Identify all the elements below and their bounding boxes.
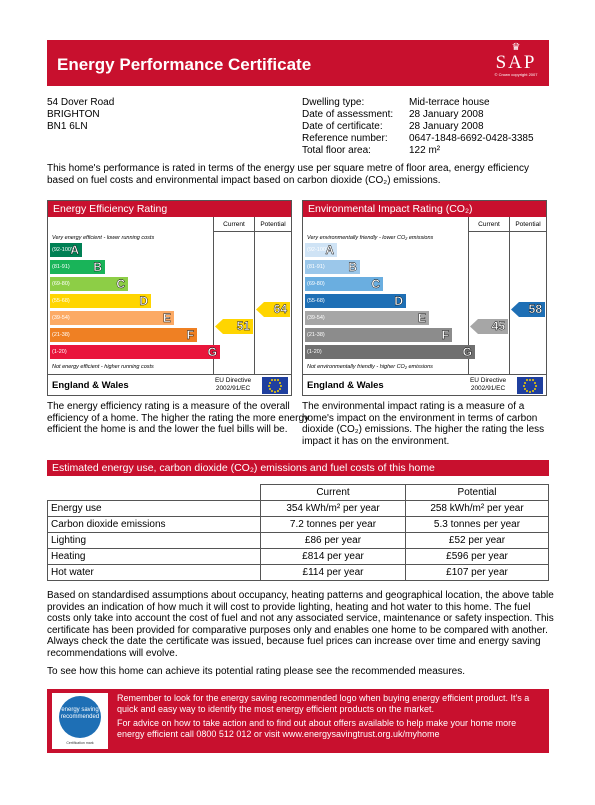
flag-star	[526, 379, 528, 381]
eu-directive: EU Directive 2002/91/EC	[214, 377, 252, 392]
scale-top-note: Very energy efficient - lower running costs	[52, 235, 155, 241]
band-letter: E	[162, 311, 171, 325]
dwelling-details	[302, 97, 534, 157]
flag-star	[523, 385, 525, 387]
column-divider	[254, 232, 255, 374]
flag-star	[524, 388, 526, 390]
certification-mark-caption: Certification mark	[66, 741, 94, 745]
scale-bottom-note: Not environmentally friendly - higher CO₂ emissions	[307, 364, 433, 370]
address-line: 54 Dover Road	[47, 97, 115, 108]
potential-rating-arrow	[256, 302, 290, 317]
flag-star	[271, 379, 273, 381]
potential-rating-value: 58	[528, 301, 542, 316]
empty-header-cell	[48, 485, 261, 501]
detail-value: 122 m²	[409, 145, 441, 156]
flag-star	[279, 382, 281, 384]
energy-saving-badge-icon: energy saving recommended	[59, 696, 101, 738]
flag-star	[529, 391, 531, 393]
potential-value: 5.3 tonnes per year	[406, 517, 549, 533]
property-address	[47, 97, 114, 133]
table-row	[48, 533, 549, 549]
current-value: 7.2 tonnes per year	[261, 517, 406, 533]
table-row	[48, 565, 549, 581]
detail-value: 0647-1848-6692-0428-3385	[409, 133, 534, 144]
potential-value: £52 per year	[406, 533, 549, 549]
band-letter: F	[186, 328, 194, 342]
environmental-impact-title: Environmental Impact Rating (CO₂)	[303, 201, 546, 217]
intro-text: This home's performance is rated in terms of the energy use per square metre of floor area, energy efficiency based on fuel costs and environmental impact based on carbon dioxide (CO₂) emissions.	[47, 163, 529, 186]
flag-star	[532, 379, 534, 381]
band-letter: C	[116, 277, 125, 291]
footer-text-logo: Remember to look for the energy saving recommended logo when buying energy efficient product. It's a quick and easy way to identify the most energy efficient products on the market.	[117, 693, 530, 714]
potential-column-header: Potential	[509, 217, 546, 232]
flag-star	[277, 379, 279, 381]
band-letter: D	[394, 294, 403, 308]
rating-band-f	[50, 328, 197, 342]
detail-label: Date of assessment:	[302, 109, 394, 120]
band-range: (92-100)	[52, 247, 73, 253]
potential-rating-value: 64	[273, 301, 287, 316]
detail-row	[302, 133, 534, 145]
table-header-row	[48, 485, 549, 501]
assumptions-paragraph: Based on standardised assumptions about occupancy, heating patterns and geographical location, the above table provides an indication of how much it will cost to provide lighting, heating and hot water to this home. The fuel costs only take into account the cost of fuel and not any associated service, maintenance or safety inspection. This certificate has been provided for comparative purposes only and enables one home to be compared with another. Always check the date the certificate was issued, because fuel prices can increase over time and energy saving recommendations will evolve.	[47, 590, 554, 659]
current-rating-arrow	[215, 319, 253, 334]
detail-label: Total floor area:	[302, 145, 371, 156]
flag-star	[532, 390, 534, 392]
energy-saving-logo	[52, 693, 108, 749]
rating-band-d	[305, 294, 406, 308]
flag-star	[524, 382, 526, 384]
efficiency-description: The energy efficiency rating is a measure of the overall efficiency of a home. The higher the rating the more energy efficient the home is and the lower the fuel bills will be.	[47, 401, 310, 435]
band-letter: B	[348, 260, 357, 274]
sap-logo-text: SAP	[495, 52, 537, 73]
eu-flag-icon	[517, 377, 543, 394]
band-range: (1-20)	[307, 349, 322, 355]
flag-star	[534, 388, 536, 390]
energy-efficiency-title: Energy Efficiency Rating	[48, 201, 291, 217]
flag-star	[534, 382, 536, 384]
environmental-description: The environmental impact rating is a measure of a home's impact on the environment in terms of carbon dioxide (CO₂) emissions. The higher the rating the less impact it has on the environment.	[302, 401, 545, 447]
band-letter: C	[371, 277, 380, 291]
band-letter: A	[70, 243, 79, 257]
sap-logo-caption: © Crown copyright 2007	[494, 72, 538, 77]
flag-star	[271, 390, 273, 392]
detail-row	[302, 97, 534, 109]
row-label: Hot water	[48, 565, 261, 581]
band-range: (39-54)	[52, 315, 70, 321]
column-divider	[509, 232, 510, 374]
rating-band-b	[50, 260, 105, 274]
current-column-header: Current	[261, 485, 406, 501]
band-range: (81-91)	[52, 264, 70, 270]
page-title: Energy Performance Certificate	[57, 55, 312, 74]
current-rating-value: 51	[236, 318, 250, 333]
band-letter: F	[441, 328, 449, 342]
rating-band-a	[50, 243, 82, 257]
current-value: £814 per year	[261, 549, 406, 565]
row-label: Carbon dioxide emissions	[48, 517, 261, 533]
flag-star	[529, 379, 531, 381]
potential-value: 258 kWh/m² per year	[406, 501, 549, 517]
scale-bottom-note: Not energy efficient - higher running costs	[52, 364, 154, 370]
rating-band-e	[50, 311, 174, 325]
detail-value: 28 January 2008	[409, 121, 484, 132]
band-range: (92-100)	[307, 247, 328, 253]
potential-value: £596 per year	[406, 549, 549, 565]
current-rating-arrow	[470, 319, 508, 334]
flag-star	[279, 388, 281, 390]
potential-value: £107 per year	[406, 565, 549, 581]
band-range: (69-80)	[52, 281, 70, 287]
current-rating-value: 45	[491, 318, 505, 333]
rating-band-f	[305, 328, 452, 342]
row-label: Heating	[48, 549, 261, 565]
detail-label: Dwelling type:	[302, 97, 365, 108]
table-row	[48, 517, 549, 533]
band-range: (21-38)	[307, 332, 325, 338]
current-column-header: Current	[213, 217, 254, 232]
current-value: £114 per year	[261, 565, 406, 581]
recommendation-paragraph: To see how this home can achieve its potential rating please see the recommended measures.	[47, 666, 466, 677]
panel-footer	[303, 374, 546, 395]
flag-star	[277, 390, 279, 392]
certificate-header	[47, 40, 549, 86]
detail-row	[302, 121, 534, 133]
flag-star	[535, 385, 537, 387]
band-letter: E	[417, 311, 426, 325]
address-line: BRIGHTON	[47, 109, 100, 120]
band-letter: B	[93, 260, 102, 274]
row-label: Energy use	[48, 501, 261, 517]
band-range: (81-91)	[307, 264, 325, 270]
band-range: (21-38)	[52, 332, 70, 338]
estimates-title: Estimated energy use, carbon dioxide (CO₂) emissions and fuel costs of this home	[47, 460, 549, 476]
environmental-impact-panel	[302, 200, 547, 396]
eu-flag-icon	[262, 377, 288, 394]
band-range: (55-68)	[52, 298, 70, 304]
scale-top-note: Very environmentally friendly - lower CO₂ emissions	[307, 235, 434, 241]
rating-band-g	[305, 345, 475, 359]
energy-saving-footer	[47, 689, 549, 753]
address-line: BN1 6LN	[47, 121, 88, 132]
crown-icon: ♛	[511, 42, 521, 53]
flag-star	[526, 390, 528, 392]
rating-band-c	[305, 277, 383, 291]
energy-efficiency-panel	[47, 200, 292, 396]
sap-logo	[487, 43, 545, 83]
potential-rating-arrow	[511, 302, 545, 317]
flag-star	[274, 391, 276, 393]
rating-band-d	[50, 294, 151, 308]
band-range: (55-68)	[307, 298, 325, 304]
detail-row	[302, 145, 534, 157]
flag-star	[268, 385, 270, 387]
table-row	[48, 501, 549, 517]
potential-column-header: Potential	[254, 217, 291, 232]
potential-column-header: Potential	[406, 485, 549, 501]
rating-band-b	[305, 260, 360, 274]
band-range: (1-20)	[52, 349, 67, 355]
rating-band-e	[305, 311, 429, 325]
rating-band-c	[50, 277, 128, 291]
flag-star	[269, 388, 271, 390]
rating-band-g	[50, 345, 220, 359]
detail-label: Reference number:	[302, 133, 388, 144]
region-label: England & Wales	[52, 380, 129, 391]
band-letter: D	[139, 294, 148, 308]
band-range: (69-80)	[307, 281, 325, 287]
detail-value: 28 January 2008	[409, 109, 484, 120]
eu-directive: EU Directive 2002/91/EC	[469, 377, 507, 392]
band-range: (39-54)	[307, 315, 325, 321]
detail-label: Date of certificate:	[302, 121, 383, 132]
detail-value: Mid-terrace house	[409, 97, 490, 108]
footer-text-advice: For advice on how to take action and to find out about offers available to help make your home more energy efficient call 0800 512 012 or visit www.energysavingtrust.org.uk/myhome	[117, 718, 517, 739]
flag-star	[269, 382, 271, 384]
estimates-table	[47, 484, 549, 581]
flag-star	[274, 379, 276, 381]
flag-star	[280, 385, 282, 387]
band-letter: G	[462, 345, 472, 359]
band-letter: G	[207, 345, 217, 359]
current-value: 354 kWh/m² per year	[261, 501, 406, 517]
detail-row	[302, 109, 534, 121]
region-label: England & Wales	[307, 380, 384, 391]
current-column-header: Current	[468, 217, 509, 232]
table-row	[48, 549, 549, 565]
row-label: Lighting	[48, 533, 261, 549]
rating-band-a	[305, 243, 337, 257]
band-letter: A	[325, 243, 334, 257]
current-value: £86 per year	[261, 533, 406, 549]
panel-footer	[48, 374, 291, 395]
